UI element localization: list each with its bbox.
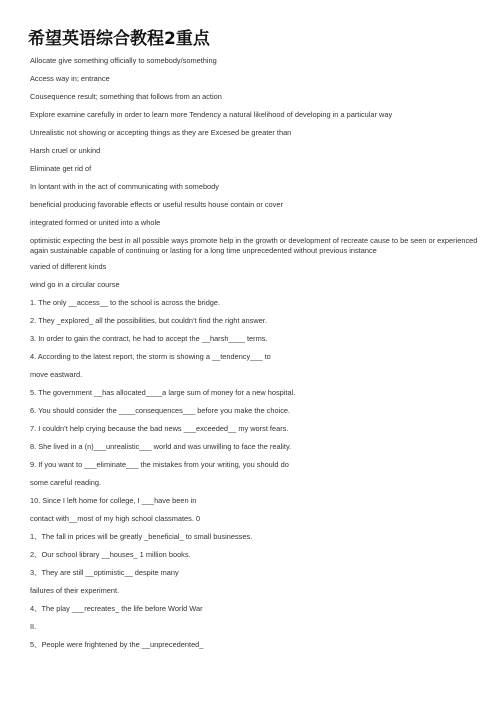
text-paragraph: optimistic expecting the best in all possible ways promote help in the growth or development of recreate cause to be seen or experienced again sustainable capable of continuing or lasting for a long time unprecedented without previous instance [30, 236, 478, 255]
text-line: integrated formed or united into a whole [30, 218, 161, 227]
text-line: wind go in a circular course [30, 280, 120, 289]
text-line: In lontant with in the act of communicating with somebody [30, 182, 219, 191]
exercise-item: 1. The only __access__ to the school is across the bridge. [30, 298, 221, 307]
exercise-item: move eastward. [30, 370, 83, 379]
text-line: Cousequence result; something that follows from an action [30, 92, 222, 101]
text-line: Explore examine carefully in order to learn more Tendency a natural likelihood of developing in a particular way [30, 110, 393, 119]
exercise-item: 4. According to the latest report, the storm is showing a __tendency___ to [30, 352, 271, 361]
exercise-item: 7. I couldn’t help crying because the bad news ___exceeded__ my worst fears. [30, 424, 289, 433]
exercise-item: 8. She lived in a (n)___unrealistic___ world and was unwilling to face the reality. [30, 442, 292, 451]
text-line: Allocate give something officially to somebody/something [30, 56, 217, 65]
exercise-item: 2、Our school library __houses_ 1 million books. [30, 550, 191, 559]
exercise-item: contact with__most of my high school classmates. 0 [30, 514, 201, 523]
text-line: Access way in; entrance [30, 74, 110, 83]
exercise-item: II. [30, 622, 37, 631]
exercise-item: 1、The fall in prices will be greatly _beneficial_ to small businesses. [30, 532, 253, 541]
document-title: 希望英语综合教程2重点 [28, 29, 210, 49]
exercise-item: some careful reading. [30, 478, 102, 487]
exercise-item: 5、People were frightened by the __unprecedented_ [30, 640, 204, 649]
exercise-item: 10. Since I left home for college, I ___have been in [30, 496, 197, 505]
text-line: Eliminate get rid of [30, 164, 92, 173]
text-line: beneficial producing favorable effects or useful results house contain or cover [30, 200, 283, 209]
exercise-item: 6. You should consider the ____consequences___ before you make the choice. [30, 406, 291, 415]
text-line: Unrealistic not showing or accepting things as they are Excesed be greater than [30, 128, 292, 137]
exercise-item: 9. If you want to ___eliminate___ the mistakes from your writing, you should do [30, 460, 289, 469]
exercise-item: failures of their experiment. [30, 586, 120, 595]
exercise-item: 2. They _explored_ all the possibilities, but couldn’t find the right answer. [30, 316, 267, 325]
exercise-item: 3、They are still __optimistic__ despite many [30, 568, 179, 577]
exercise-item: 4、The play ___recreates_ the life before World War [30, 604, 203, 613]
text-line: Harsh cruel or unkind [30, 146, 101, 155]
exercise-item: 3. In order to gain the contract, he had to accept the __harsh____ terms. [30, 334, 268, 343]
text-line: varied of different kinds [30, 262, 107, 271]
exercise-item: 5. The government __has allocated____a large sum of money for a new hospital. [30, 388, 296, 397]
